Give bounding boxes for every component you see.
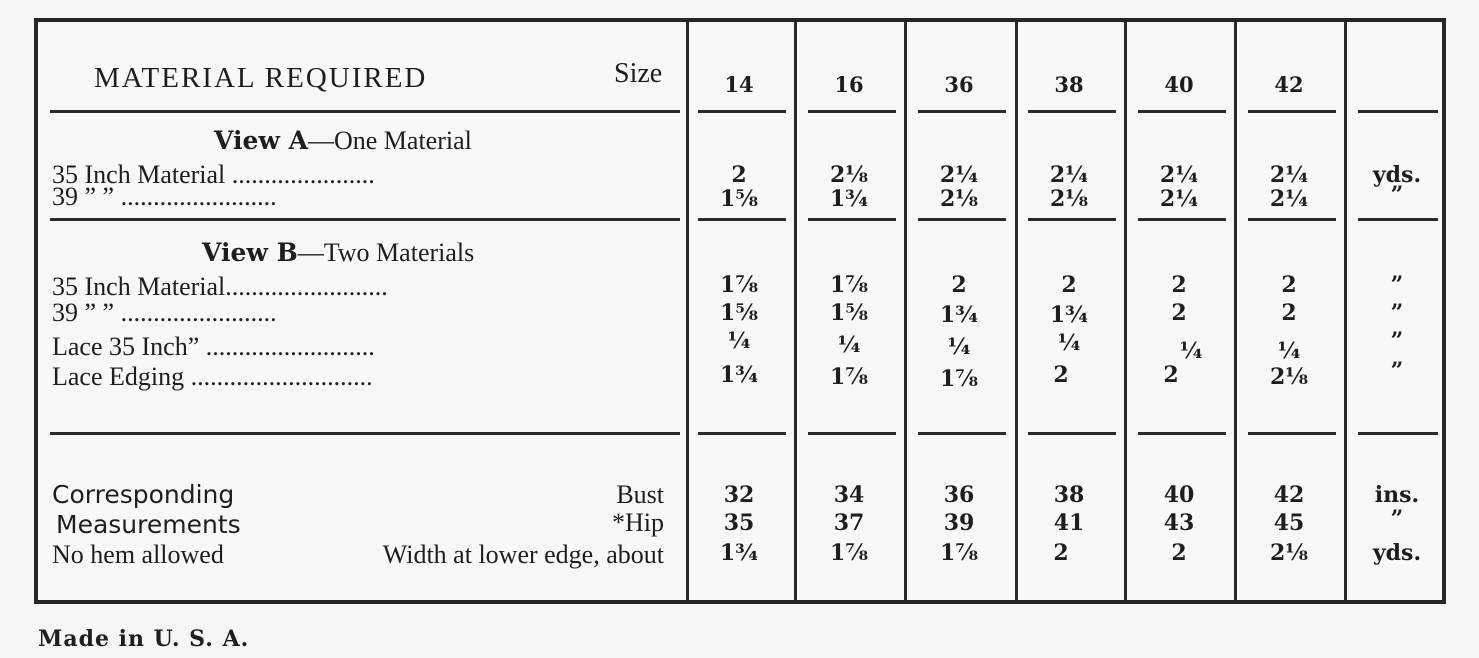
cell: 2 (1171, 540, 1187, 566)
cell: 2¼ (1269, 186, 1309, 212)
section-rule (1358, 432, 1438, 435)
section-rule (1248, 432, 1336, 435)
header-rule (808, 110, 896, 113)
section-rule (1358, 218, 1438, 221)
section-rule (1028, 432, 1116, 435)
cell: 2¼ (1159, 162, 1199, 188)
header-rule (918, 110, 1006, 113)
measurements-label: Measurements (56, 510, 241, 539)
cell: ¼ (727, 328, 751, 354)
cell: 2 (1061, 272, 1077, 298)
cell: 1⅝ (719, 300, 759, 326)
cell: 42 (1273, 482, 1305, 508)
section-rule (50, 218, 680, 221)
header-rule (698, 110, 786, 113)
header-rule (1248, 110, 1336, 113)
header-rule (1358, 110, 1438, 113)
row-label: Lace 35 Inch” .......................... (52, 332, 375, 361)
unit-cell: ” (1390, 182, 1404, 208)
view-a-rest: —One Material (307, 126, 472, 155)
section-rule (698, 218, 786, 221)
section-rule (698, 432, 786, 435)
cell: 2¼ (1049, 162, 1089, 188)
cell: 2 (1281, 272, 1297, 298)
column-divider (1344, 22, 1347, 600)
cell: 41 (1053, 510, 1085, 536)
cell: 2⅛ (829, 162, 869, 188)
cell: 2⅛ (939, 186, 979, 212)
section-rule (1248, 218, 1336, 221)
cell: 38 (1053, 482, 1085, 508)
unit-cell: ” (1390, 300, 1404, 326)
cell: 43 (1163, 510, 1195, 536)
view-a-bold: View A (214, 126, 308, 155)
cell: ¼ (1179, 338, 1203, 364)
made-in-usa: Made in U. S. A. (38, 626, 250, 652)
unit-cell: ins. (1374, 482, 1420, 508)
column-divider (794, 22, 797, 600)
section-rule (50, 432, 680, 435)
column-divider (686, 22, 689, 600)
view-b-bold: View B (202, 238, 298, 267)
table-title: MATERIAL REQUIRED (94, 62, 428, 94)
cell: 1¾ (1049, 302, 1089, 328)
size-42: 42 (1274, 72, 1304, 97)
cell: 1⅞ (719, 272, 759, 298)
cell: 2⅛ (1269, 540, 1309, 566)
row-label: 39 ” ” ........................ (52, 182, 277, 211)
cell: 1⅞ (829, 540, 869, 566)
size-label: Size (614, 58, 663, 89)
cell: 37 (833, 510, 865, 536)
cell: 2 (1171, 300, 1187, 326)
cell: 40 (1163, 482, 1195, 508)
column-divider (904, 22, 907, 600)
section-rule (1138, 432, 1226, 435)
cell: 45 (1273, 510, 1305, 536)
size-14: 14 (724, 72, 754, 97)
cell: 2 (1053, 362, 1069, 388)
cell: 32 (723, 482, 755, 508)
cell: 1¾ (719, 362, 759, 388)
cell: 2¼ (1159, 186, 1199, 212)
measurements-label: Corresponding (52, 480, 235, 509)
view-b-heading (202, 238, 474, 268)
bust-label: Bust (616, 480, 664, 509)
size-16: 16 (834, 72, 864, 97)
cell: 2 (1053, 540, 1069, 566)
cell: 1⅞ (829, 272, 869, 298)
row-label: 35 Inch Material ...................... (52, 160, 375, 189)
cell: ¼ (1277, 338, 1301, 364)
section-rule (918, 432, 1006, 435)
hip-label: *Hip (612, 508, 664, 537)
section-rule (1028, 218, 1116, 221)
section-rule (808, 432, 896, 435)
section-rule (918, 218, 1006, 221)
measurements-label: No hem allowed (52, 540, 224, 569)
size-40: 40 (1164, 72, 1194, 97)
width-label: Width at lower edge, about (382, 540, 664, 569)
cell: 2 (1163, 362, 1179, 388)
size-36: 36 (944, 72, 974, 97)
column-divider (1234, 22, 1237, 600)
size-38: 38 (1054, 72, 1084, 97)
cell: 1⅞ (939, 366, 979, 392)
cell: 1⅞ (829, 364, 869, 390)
unit-cell: yds. (1372, 162, 1422, 188)
section-rule (808, 218, 896, 221)
cell: 2 (1281, 300, 1297, 326)
cell: 1⅞ (939, 540, 979, 566)
header-rule (1138, 110, 1226, 113)
cell: 39 (943, 510, 975, 536)
view-a-heading (214, 126, 472, 156)
cell: ¼ (1057, 330, 1081, 356)
cell: 35 (723, 510, 755, 536)
cell: 1⅝ (719, 186, 759, 212)
cell: 1⅝ (829, 300, 869, 326)
row-label: 39 ” ” ........................ (52, 298, 277, 327)
column-divider (1015, 22, 1018, 600)
cell: 2⅛ (1269, 364, 1309, 390)
header-rule (1028, 110, 1116, 113)
cell: 2¼ (1269, 162, 1309, 188)
unit-cell: ” (1390, 358, 1404, 384)
cell: ¼ (837, 332, 861, 358)
header-rule (50, 110, 680, 113)
row-label: Lace Edging ............................ (52, 362, 373, 391)
unit-cell: ” (1390, 506, 1404, 532)
unit-cell: ” (1390, 328, 1404, 354)
cell: 2 (951, 272, 967, 298)
unit-cell: ” (1390, 272, 1404, 298)
cell: 2 (731, 162, 747, 188)
cell: 34 (833, 482, 865, 508)
section-rule (1138, 218, 1226, 221)
cell: 2⅛ (1049, 186, 1089, 212)
cell: ¼ (947, 334, 971, 360)
view-b-rest: —Two Materials (297, 238, 475, 267)
cell: 2 (1171, 272, 1187, 298)
cell: 1¾ (829, 186, 869, 212)
column-divider (1124, 22, 1127, 600)
cell: 36 (943, 482, 975, 508)
unit-cell: yds. (1372, 540, 1422, 566)
cell: 1¾ (719, 540, 759, 566)
row-label: 35 Inch Material......................... (52, 272, 388, 301)
cell: 1¾ (939, 302, 979, 328)
cell: 2¼ (939, 162, 979, 188)
material-table (34, 18, 1446, 604)
